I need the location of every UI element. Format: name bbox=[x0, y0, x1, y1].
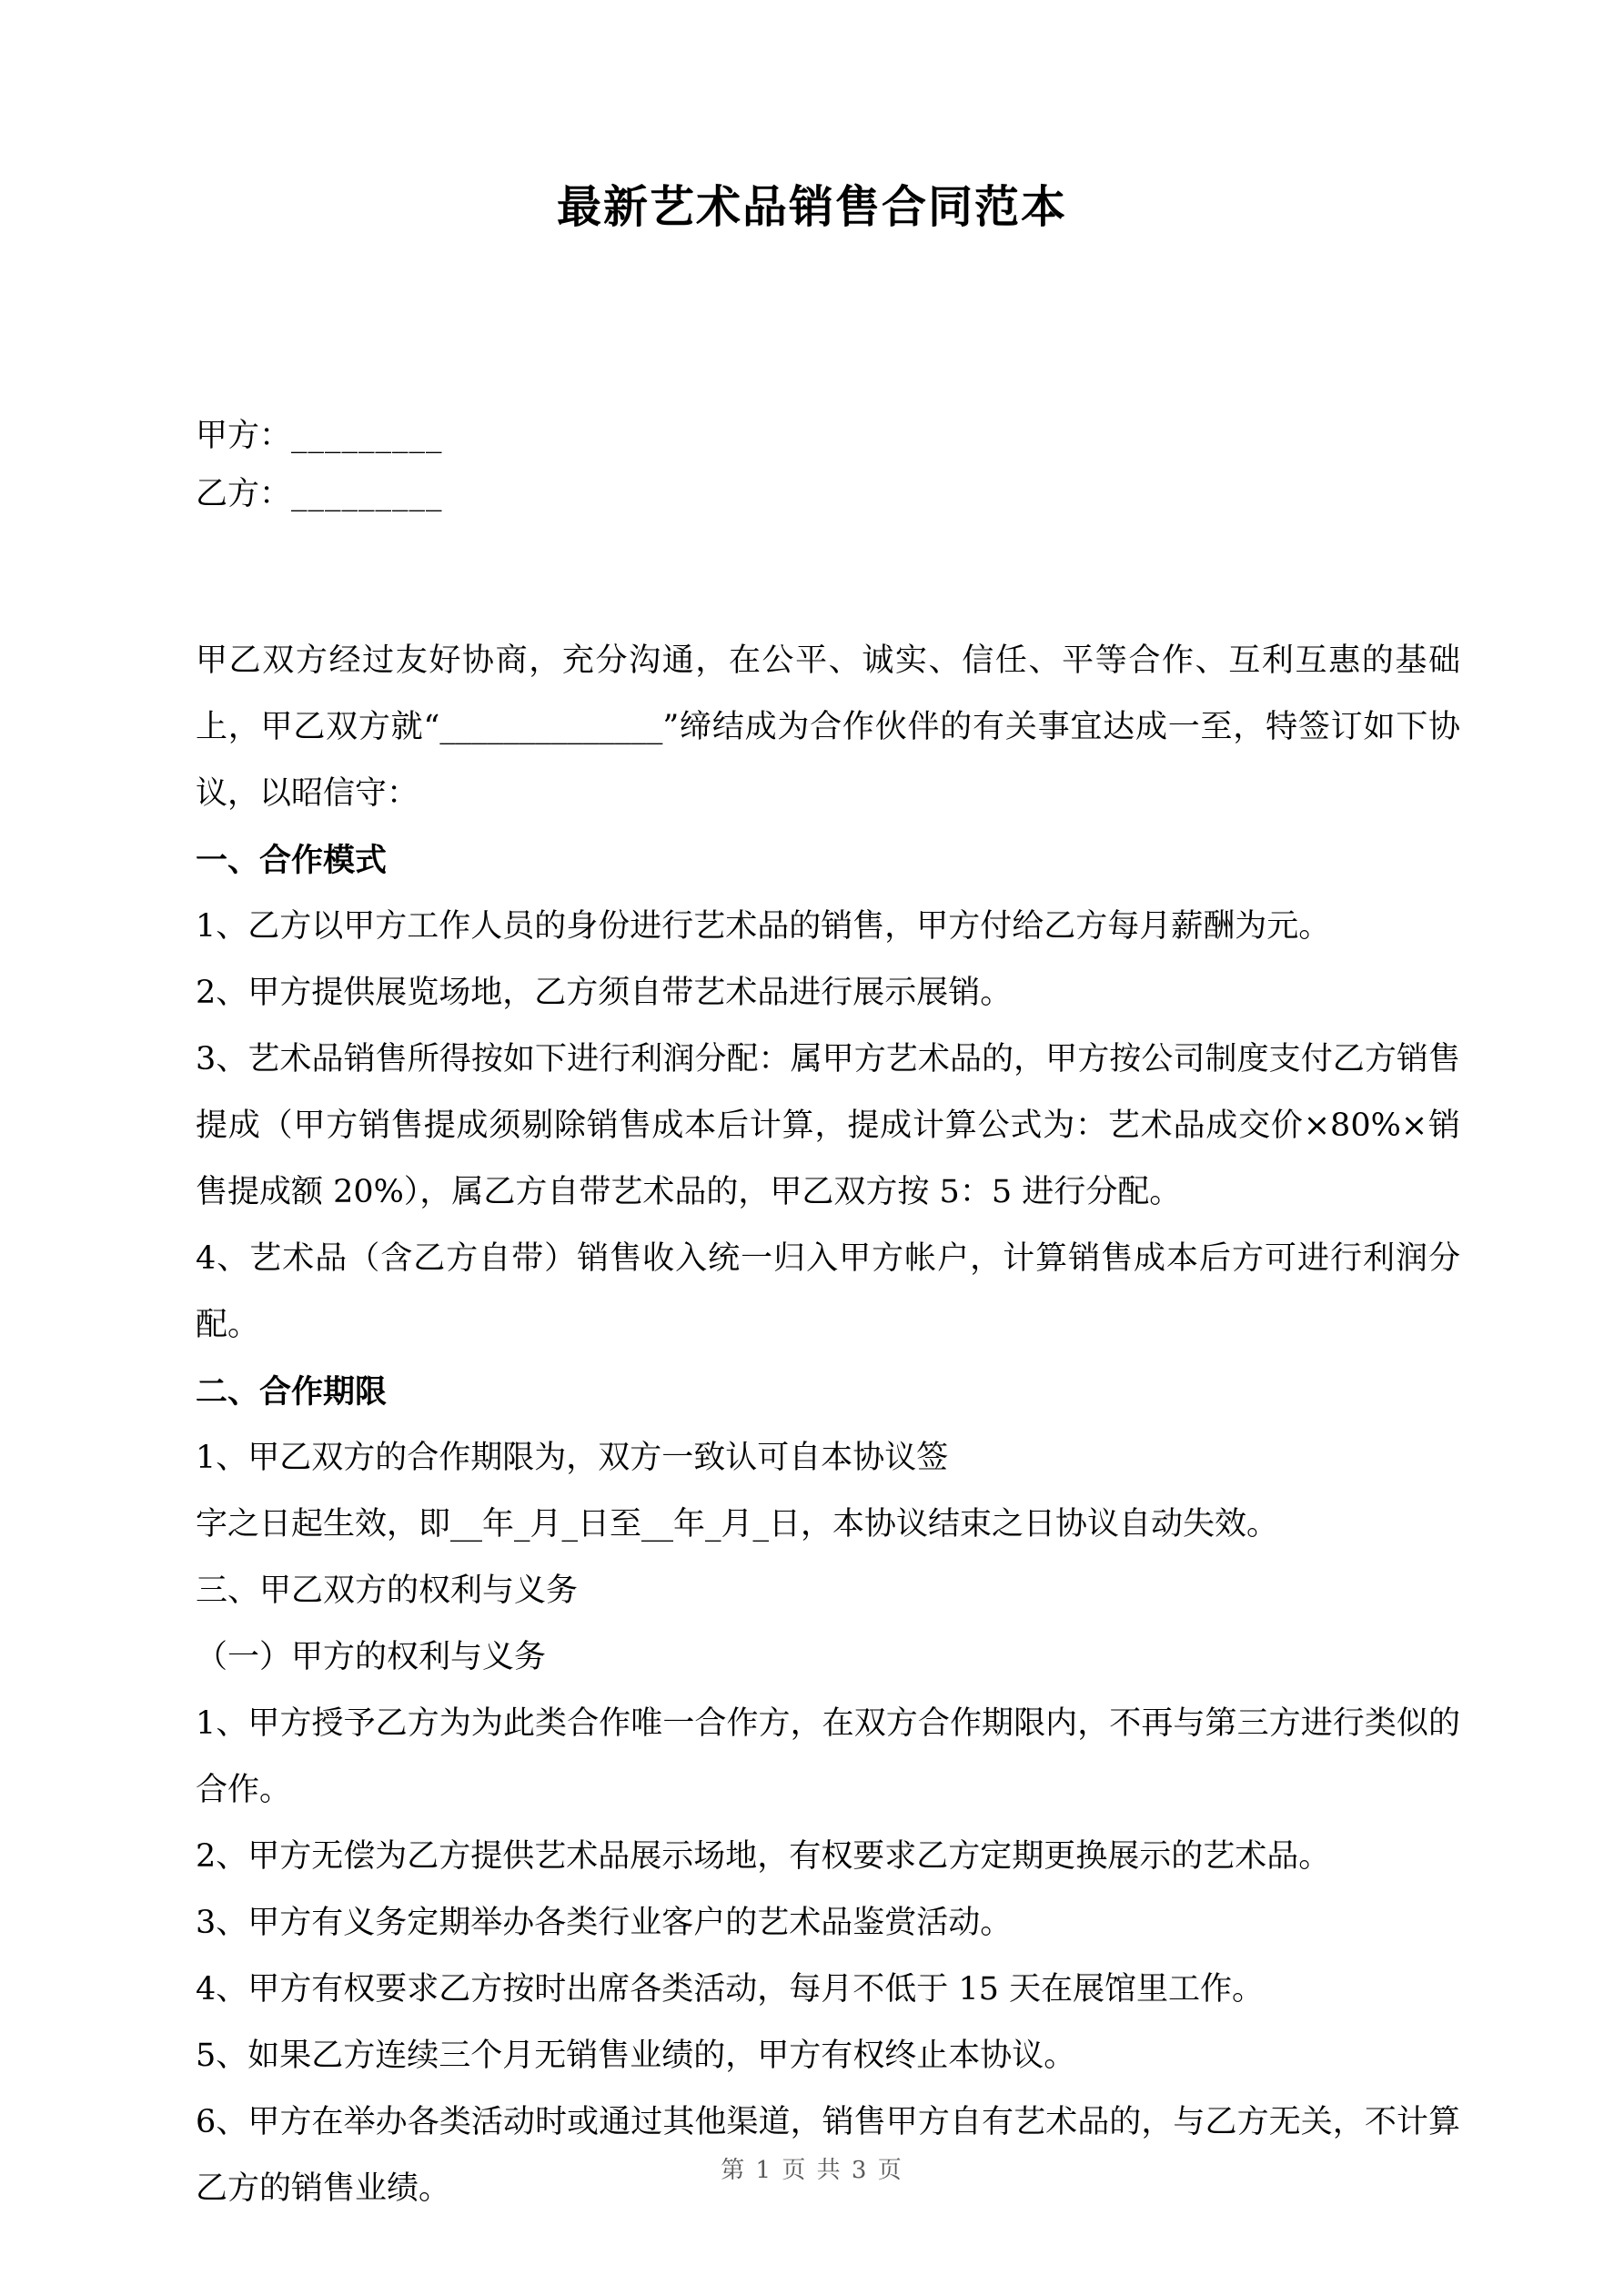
party-b-label: 乙方： bbox=[196, 476, 292, 512]
document-title: 最新艺术品销售合同范本 bbox=[556, 180, 1067, 233]
party-a-blank: _________ bbox=[291, 418, 443, 454]
document-body bbox=[196, 628, 1460, 2222]
party-b-blank: _________ bbox=[291, 476, 443, 512]
section-2-heading: 二、合作期限 bbox=[196, 1373, 388, 1411]
section-2-item-1-line-2: 字之日起生效，即__年_月_日至__年_月_日，本协议结束之日协议自动失效。 bbox=[196, 1506, 1279, 1542]
party-a-line bbox=[196, 407, 1460, 465]
section-3-item-1: 1、甲方授予乙方为为此类合作唯一合作方，在双方合作期限内，不再与第三方进行类似的合作。 bbox=[196, 1705, 1460, 1808]
section-1-item-4: 4、艺术品（含乙方自带）销售收入统一归入甲方帐户，计算销售成本后方可进行利润分配。 bbox=[196, 1240, 1460, 1343]
section-3-heading: 三、甲乙双方的权利与义务 bbox=[196, 1573, 579, 1609]
section-1-heading: 一、合作模式 bbox=[196, 842, 388, 879]
section-3-item-5: 5、如果乙方连续三个月无销售业绩的，甲方有权终止本协议。 bbox=[196, 2038, 1076, 2074]
section-1-item-3: 3、艺术品销售所得按如下进行利润分配：属甲方艺术品的，甲方按公司制度支付乙方销售提成（甲方销售提成须剔除销售成本后计算，提成计算公式为：艺术品成交价×80%×销售提成额 20%），属乙方自带艺术品的，甲乙双方按 5：5 进行分配。 bbox=[196, 1041, 1460, 1210]
section-1-item-1: 1、乙方以甲方工作人员的身份进行艺术品的销售，甲方付给乙方每月薪酬为元。 bbox=[196, 908, 1331, 945]
page-number-footer: 第 1 页 共 3 页 bbox=[721, 2157, 903, 2184]
section-3-item-2: 2、甲方无偿为乙方提供艺术品展示场地，有权要求乙方定期更换展示的艺术品。 bbox=[196, 1838, 1331, 1875]
section-1-item-2: 2、甲方提供展览场地，乙方须自带艺术品进行展示展销。 bbox=[196, 975, 1013, 1011]
section-2-item-1-line-1: 1、甲乙双方的合作期限为，双方一致认可自本协议签 bbox=[196, 1440, 949, 1476]
intro-paragraph: 甲乙双方经过友好协商，充分沟通，在公平、诚实、信任、平等合作、互利互惠的基础上，甲乙双方就“______________”缔结成为合作伙伴的有关事宜达成一至，特签订如下协议，以昭信守： bbox=[196, 642, 1460, 812]
party-a-label: 甲方： bbox=[196, 418, 292, 454]
parties-block bbox=[196, 407, 1460, 523]
party-b-line bbox=[196, 465, 1460, 523]
section-3-item-3: 3、甲方有义务定期举办各类行业客户的艺术品鉴赏活动。 bbox=[196, 1905, 1013, 1941]
section-3-item-4: 4、甲方有权要求乙方按时出席各类活动，每月不低于 15 天在展馆里工作。 bbox=[196, 1971, 1265, 2008]
section-3-subheading-1: （一）甲方的权利与义务 bbox=[196, 1639, 547, 1675]
section-3-item-6: 6、甲方在举办各类活动时或通过其他渠道，销售甲方自有艺术品的，与乙方无关，不计算乙方的销售业绩。 bbox=[196, 2104, 1460, 2207]
